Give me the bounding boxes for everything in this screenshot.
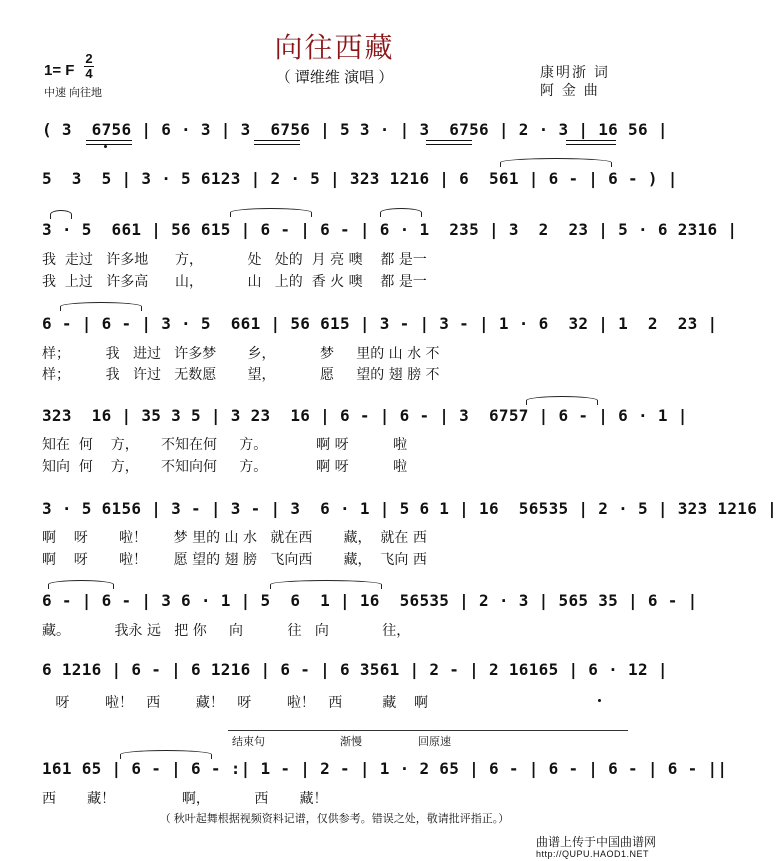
beam-line: [254, 140, 300, 145]
transcription-note: （ 秋叶起舞根据视频资料记谱，仅供参考。错误之处，敬请批评指正。）: [159, 813, 510, 825]
notation-row-7: 6 - | 6 - | 3 6 · 1 | 5 6 1 | 16 56535 | 2 · 3 | 565 35 | 6 - |: [42, 591, 698, 610]
lyric-row-4-verse-2: 样； 我 许过 无数愿 望， 愿 望的 翅 膀 不: [42, 367, 440, 383]
beam-line: [566, 140, 616, 145]
meter-top: 2: [85, 51, 93, 66]
slur: [120, 750, 212, 759]
slur: [230, 208, 312, 217]
notation-row-5: 323 16 | 35 3 5 | 3 23 16 | 6 - | 6 - | 3 6757 | 6 - | 6 · 1 |: [42, 406, 688, 425]
slur: [60, 302, 142, 311]
song-title: 向往西藏: [274, 31, 395, 64]
lyric-row-3-verse-1: 我 走过 许多地 方， 处 处的 月 亮 噢 都 是一: [42, 252, 427, 268]
lyricist-credit: 康明浙 词: [540, 64, 610, 80]
lyric-row-7: 藏。 我永 远 把 你 向 往 向 往，: [42, 623, 411, 639]
ritardando-marker: 渐慢: [340, 736, 362, 748]
slur: [50, 210, 72, 219]
upload-credit: 曲谱上传于中国曲谱网: [536, 835, 657, 849]
beam-line: [426, 140, 472, 145]
octave-dot: [104, 145, 107, 148]
lyric-row-5-verse-2: 知向 何 方， 不知向何 方。 啊 呀 啦: [42, 459, 408, 475]
slur: [526, 396, 598, 405]
notation-row-3: 3 · 5 661 | 56 615 | 6 - | 6 - | 6 · 1 235 | 3 2 23 | 5 · 6 2316 |: [42, 220, 738, 239]
end-phrase-marker: 结束句: [232, 736, 265, 748]
notation-row-6: 3 · 5 6156 | 3 - | 3 - | 3 6 · 1 | 5 6 1 | 16 56535 | 2 · 5 | 323 1216 |: [42, 499, 777, 518]
tempo-marking: 中速 向往地: [44, 87, 103, 99]
key-signature: 1= F: [44, 62, 75, 79]
slur: [48, 580, 114, 589]
meter-bottom: 4: [85, 66, 93, 81]
site-url: http://QUPU.HAOD1.NET: [536, 849, 650, 859]
beam-line: [86, 140, 132, 145]
lyric-row-5-verse-1: 知在 何 方， 不知在何 方。 啊 呀 啦: [42, 437, 408, 453]
lyric-row-6-verse-1: 啊 呀 啦！ 梦 里的 山 水 就在西 藏， 就在 西: [42, 530, 427, 546]
lyric-row-6-verse-2: 啊 呀 啦！ 愿 望的 翅 膀 飞向西 藏， 飞向 西: [42, 552, 427, 568]
composer-credit: 阿 金 曲: [540, 82, 600, 98]
notation-row-1: ( 3 6756 | 6 · 3 | 3 6756 | 5 3 · | 3 6756 | 2 · 3 | 16 56 |: [42, 120, 668, 139]
slur: [270, 580, 382, 589]
singer-credit: （ 谭维维 演唱 ）: [275, 69, 394, 86]
slur: [500, 158, 612, 167]
lyric-row-8: 呀 啦！ 西 藏！ 呀 啦！ 西 藏 啊: [42, 695, 429, 711]
notation-row-4: 6 - | 6 - | 3 · 5 661 | 56 615 | 3 - | 3 - | 1 · 6 32 | 1 2 23 |: [42, 314, 718, 333]
notation-row-2: 5 3 5 | 3 · 5 6123 | 2 · 5 | 323 1216 | 6 561 | 6 - | 6 - ) |: [42, 169, 678, 188]
notation-row-9: 161 65 | 6 - | 6 - :| 1 - | 2 - | 1 · 2 65 | 6 - | 6 - | 6 - | 6 - ||: [42, 759, 728, 778]
lyric-row-3-verse-2: 我 上过 许多高 山， 山 上的 香 火 噢 都 是一: [42, 274, 427, 290]
slur: [380, 208, 422, 217]
a-tempo-marker: 回原速: [418, 736, 451, 748]
lyric-row-9: 西 藏！ 啊， 西 藏！: [42, 791, 328, 807]
octave-dot: [598, 699, 601, 702]
lyric-row-4-verse-1: 样； 我 进过 许多梦 乡， 梦 里的 山 水 不: [42, 346, 440, 362]
time-signature: [84, 52, 94, 81]
notation-row-8: 6 1216 | 6 - | 6 1216 | 6 - | 6 3561 | 2 - | 2 16165 | 6 · 12 |: [42, 660, 668, 679]
performance-markers: [228, 730, 628, 753]
